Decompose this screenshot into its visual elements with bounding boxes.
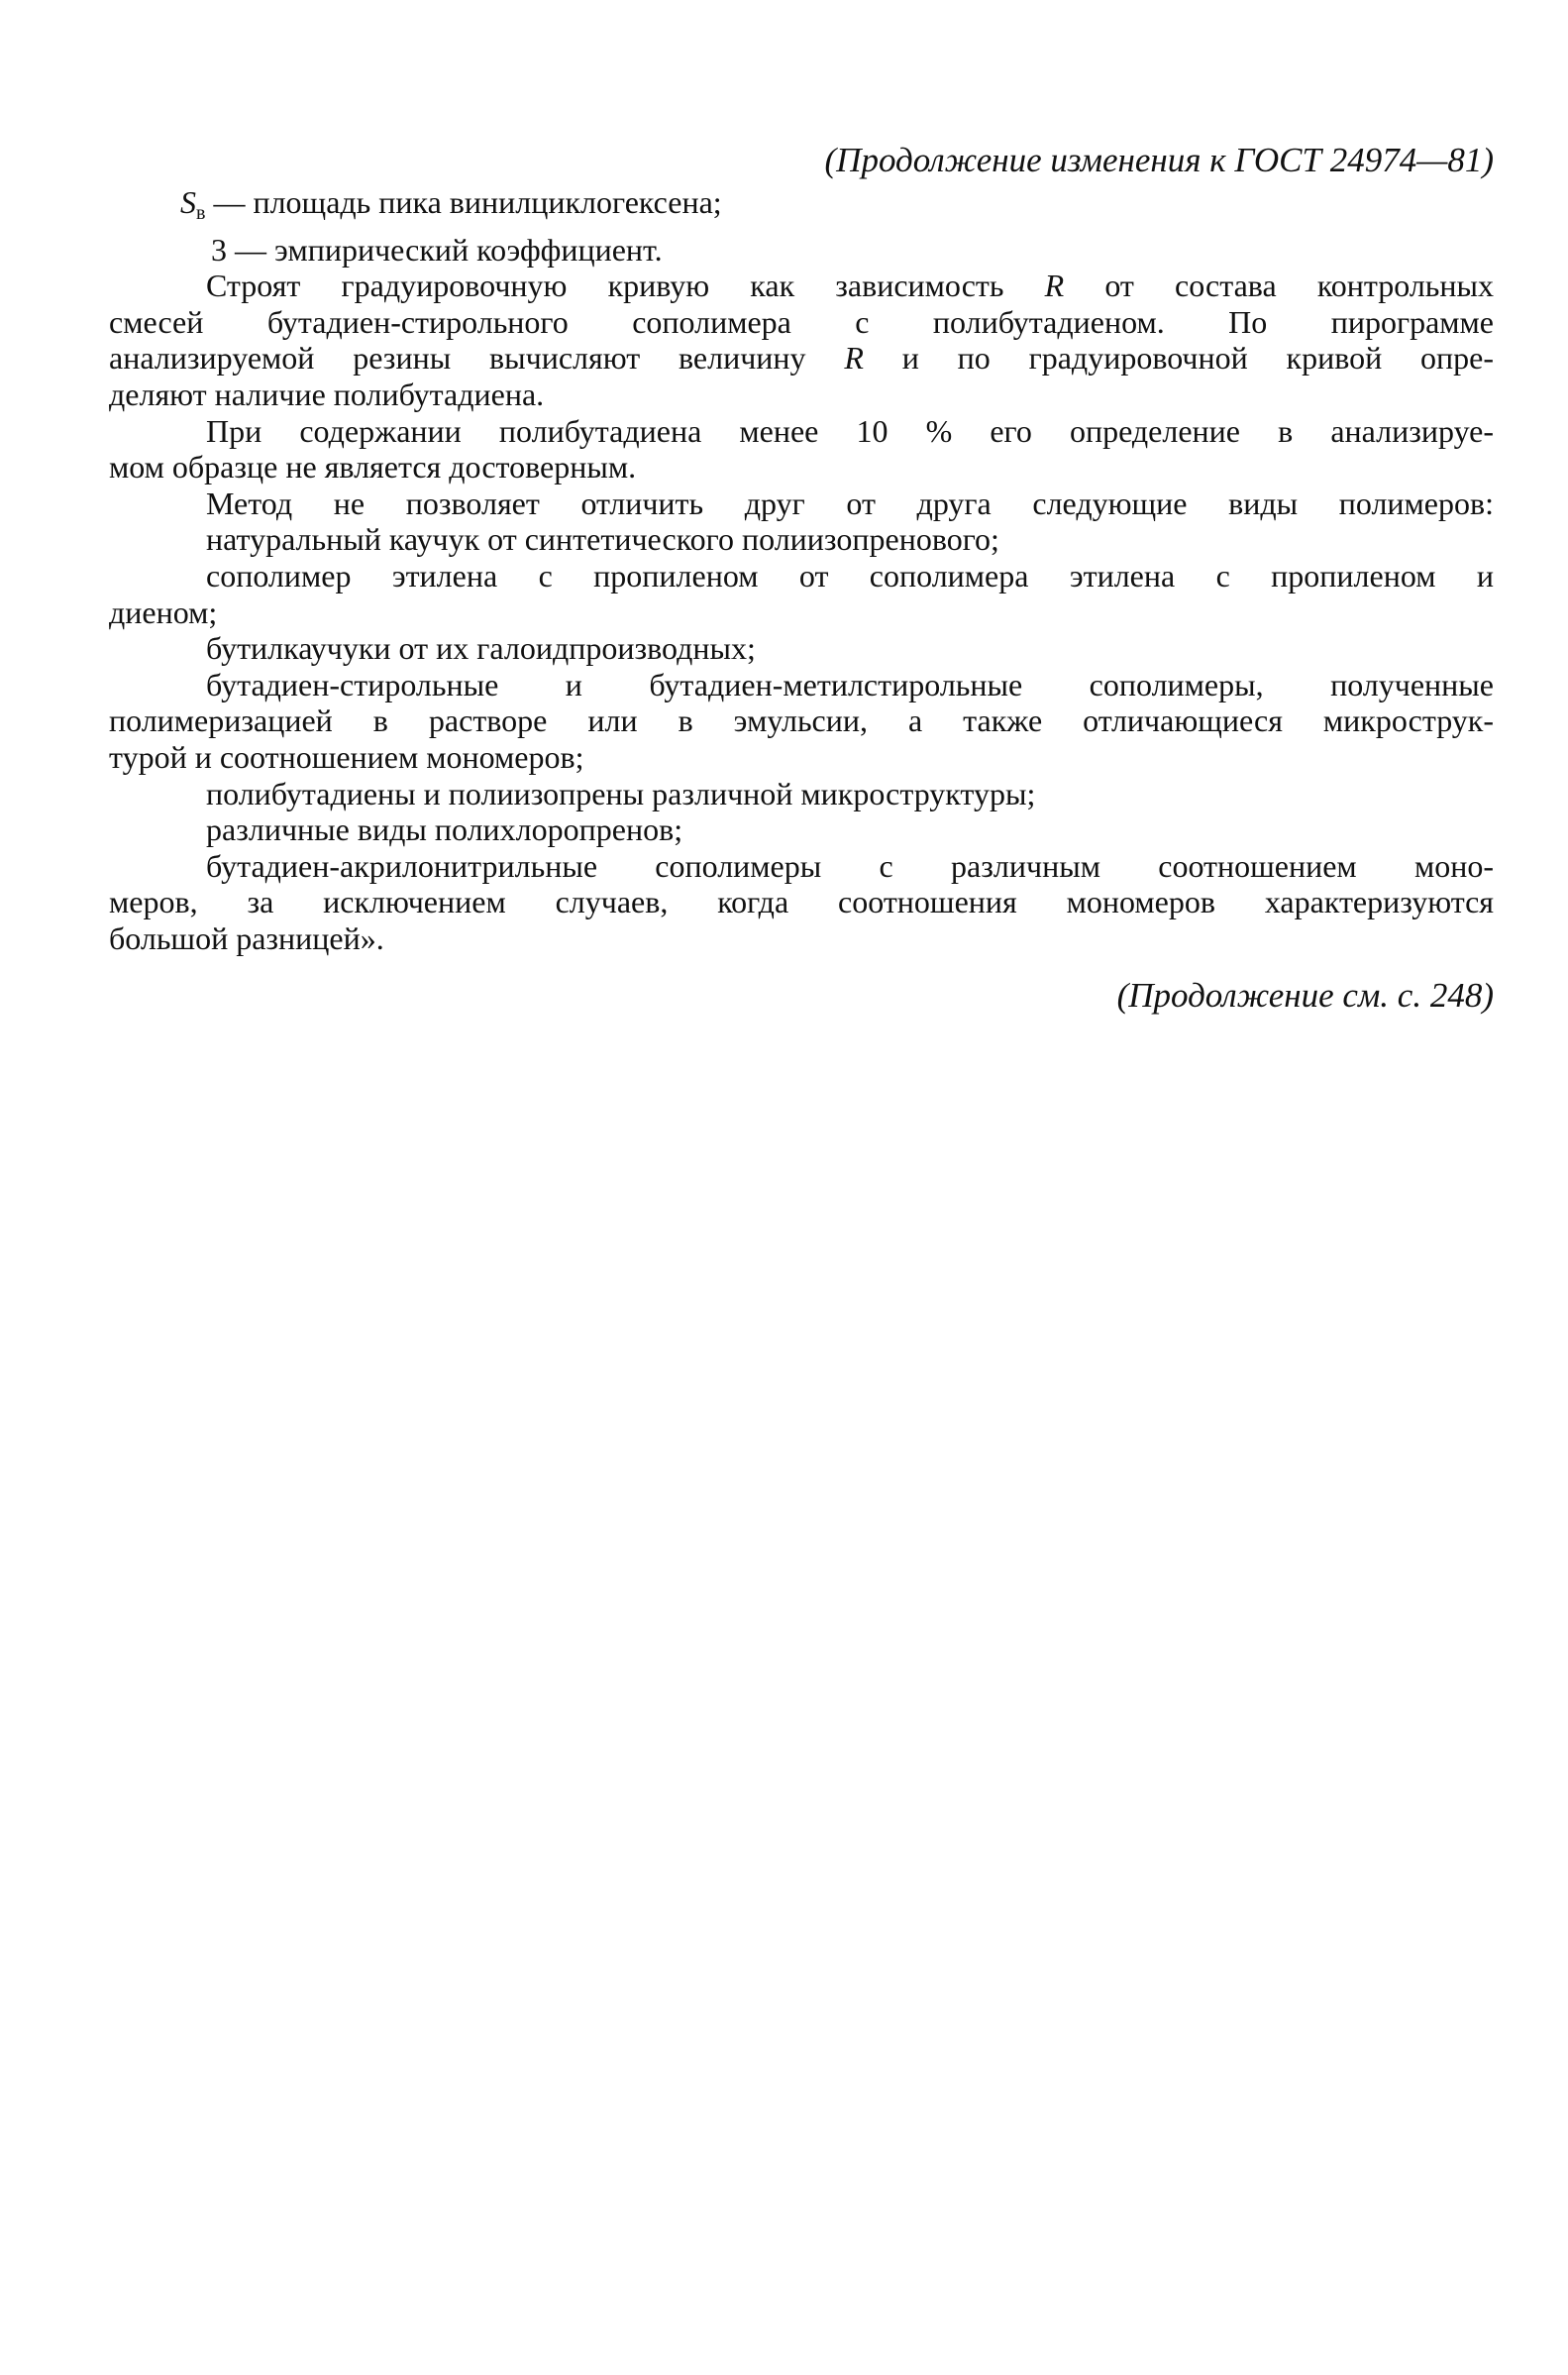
limitation-item-7-line-3: большой разницей». bbox=[109, 919, 384, 956]
definition-coefficient: 3 — эмпирический коэффициент. bbox=[211, 231, 663, 268]
limitation-item-5: полибутадиены и полиизопрены различной микроструктуры; bbox=[206, 775, 1036, 811]
calibration-text: и по градуировочной кривой опре- bbox=[863, 340, 1495, 377]
limitation-item-7-line-1: бутадиен-акрилонитрильные сополимеры с различным соотношением моно- bbox=[206, 847, 1494, 884]
calibration-text: от состава контрольных bbox=[1064, 268, 1495, 304]
calibration-line-2: смесей бутадиен-стирольного сополимера с полибутадиеном. По пирограмме bbox=[109, 303, 1494, 340]
reliability-line-1: При содержании полибутадиена менее 10 % его определение в анализируе- bbox=[206, 412, 1494, 449]
limitations-intro: Метод не позволяет отличить друг от друга следующие виды полимеров: bbox=[206, 485, 1494, 521]
reliability-line-2: мом образце не является достоверным. bbox=[109, 449, 637, 486]
calibration-line-1 bbox=[109, 268, 1494, 304]
continuation-footer: (Продолжение см. с. 248) bbox=[1116, 976, 1494, 1016]
sv-subscript: в bbox=[196, 202, 206, 224]
limitation-item-1: натуральный каучук от синтетического полиизопренового; bbox=[206, 521, 999, 558]
limitation-item-4-line-2: полимеризацией в растворе или в эмульсии, а также отличающиеся микрострук- bbox=[109, 702, 1494, 739]
continuation-header: (Продолжение изменения к ГОСТ 24974—81) bbox=[824, 141, 1494, 179]
limitation-item-4-line-1: бутадиен-стирольные и бутадиен-метилстирольные сополимеры, полученные bbox=[206, 666, 1494, 702]
document-page bbox=[109, 139, 1494, 1018]
variable-r: R bbox=[844, 340, 864, 377]
calibration-line-3 bbox=[109, 340, 1494, 377]
limitation-item-6: различные виды полихлоропренов; bbox=[206, 811, 683, 848]
definition-sv bbox=[109, 184, 1494, 232]
limitation-item-7-line-2: меров, за исключением случаев, когда соотношения мономеров характеризуются bbox=[109, 884, 1494, 920]
variable-r: R bbox=[1044, 268, 1065, 304]
calibration-line-4: деляют наличие полибутадиена. bbox=[109, 376, 545, 412]
sv-symbol: S bbox=[180, 184, 196, 220]
limitation-item-3: бутилкаучуки от их галоидпроизводных; bbox=[206, 630, 756, 667]
limitation-item-2-line-2: диеном; bbox=[109, 594, 218, 630]
calibration-text: анализируемой резины вычисляют величину bbox=[109, 340, 845, 377]
sv-text: — площадь пика винилциклогексена; bbox=[205, 184, 722, 220]
limitation-item-4-line-3: турой и соотношением мономеров; bbox=[109, 738, 584, 775]
calibration-text: Строят градуировочную кривую как зависимость bbox=[206, 268, 1045, 304]
limitation-item-2-line-1: сополимер этилена с пропиленом от сополимера этилена с пропиленом и bbox=[206, 557, 1494, 594]
